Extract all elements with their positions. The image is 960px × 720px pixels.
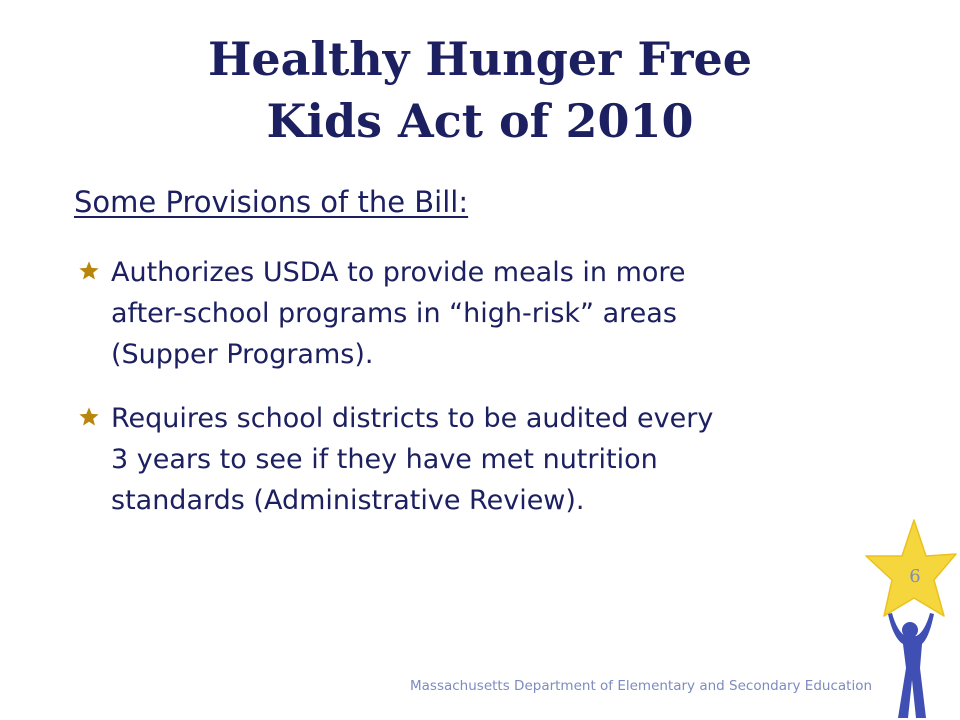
bullet-line: (Supper Programs). — [111, 339, 374, 370]
bullet-line: Authorizes USDA to provide meals in more — [111, 257, 686, 288]
title-line-2: Kids Act of 2010 — [266, 94, 694, 148]
slide-subtitle: Some Provisions of the Bill: — [74, 185, 469, 219]
bullet-line: after-school programs in “high-risk” areas — [111, 298, 677, 329]
slide-title — [0, 28, 960, 152]
footer-text: Massachusetts Department of Elementary and Secondary Education — [410, 678, 873, 694]
star-figure-logo-icon — [858, 518, 958, 720]
star-bullet-icon — [78, 406, 100, 428]
title-line-1: Healthy Hunger Free — [207, 32, 753, 86]
bullet-item — [78, 398, 858, 521]
bullet-list — [78, 252, 858, 544]
bullet-line: Requires school districts to be audited every — [111, 403, 714, 434]
page-number: 6 — [909, 566, 921, 587]
bullet-line: 3 years to see if they have met nutrition — [111, 444, 658, 475]
bullet-item — [78, 252, 858, 375]
logo-figure-icon — [888, 613, 934, 718]
star-bullet-icon — [78, 260, 100, 282]
bullet-line: standards (Administrative Review). — [111, 485, 585, 516]
